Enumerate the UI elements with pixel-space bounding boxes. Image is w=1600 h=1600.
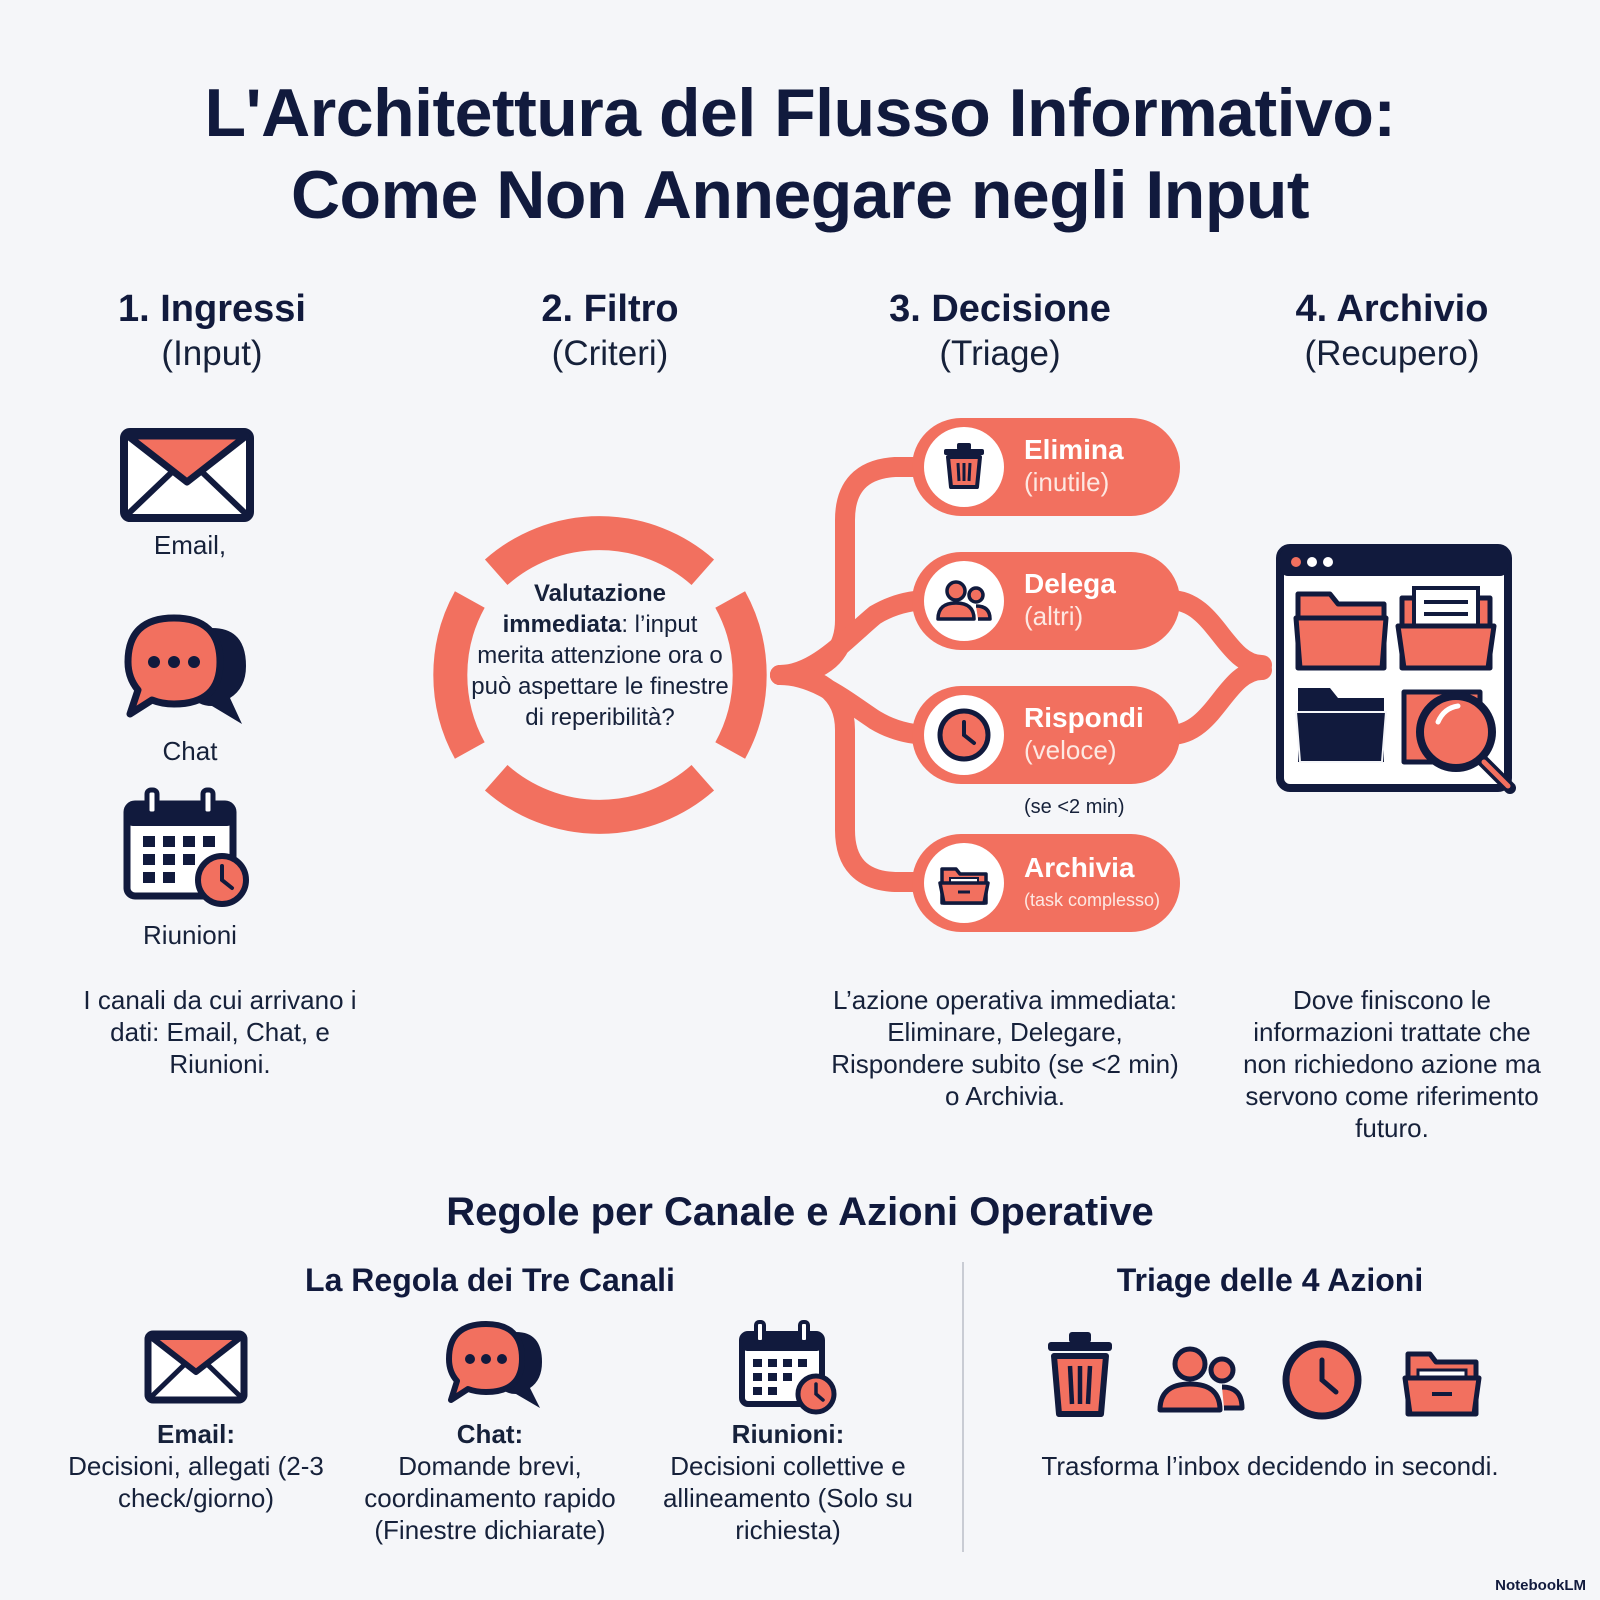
- trash-icon: [1048, 1332, 1112, 1414]
- archive-folder-2: [1398, 588, 1494, 668]
- chat-icon: [128, 618, 246, 724]
- people-icon: [1160, 1349, 1242, 1410]
- title-line-1: L'Architettura del Flusso Informativo:: [204, 75, 1396, 151]
- channel-email-rule: Email: Decisioni, allegati (2-3 check/giorno): [68, 1419, 324, 1513]
- rules-heading: Regole per Canale e Azioni Operative: [446, 1190, 1154, 1234]
- input-label-meetings: Riunioni: [143, 920, 237, 950]
- column-heading-archivio: 4. Archivio (Recupero): [1295, 288, 1489, 373]
- channel-meetings-rule: Riunioni: Decisioni collettive e allineamento (Solo su richiesta): [662, 1419, 914, 1545]
- column-heading-filtro: 2. Filtro (Criteri): [541, 288, 679, 373]
- envelope-icon: [124, 432, 250, 518]
- action-archivia: Archivia (task complesso): [1024, 852, 1161, 910]
- connector-rispondi-archive: [1170, 670, 1262, 735]
- filter-description: [470, 578, 730, 733]
- triage-heading: Triage delle 4 Azioni: [1116, 1262, 1424, 1298]
- envelope-icon: [148, 1334, 244, 1400]
- calendar-icon: [127, 790, 246, 904]
- triage-description: Trasforma l’inbox decidendo in secondi.: [1041, 1451, 1499, 1481]
- title-line-2: Come Non Annegare negli Input: [290, 157, 1310, 233]
- inputs-description: I canali da cui arrivano i dati: Email, Chat, e Riunioni.: [83, 985, 357, 1079]
- action-elimina: Elimina (inutile): [1024, 434, 1124, 497]
- trash-icon: [944, 443, 984, 487]
- folder-icon: [1405, 1354, 1479, 1414]
- archive-window-icon: [1280, 548, 1510, 788]
- filter-bold-text: Valutazione immediata: [502, 580, 667, 638]
- watermark-logo: NotebookLM: [1495, 1577, 1586, 1594]
- folder-icon: [940, 869, 988, 903]
- respond-note: (se <2 min): [1024, 796, 1125, 818]
- calendar-icon: [742, 1322, 834, 1412]
- input-label-chat: Chat: [162, 736, 218, 766]
- clock-icon: [1286, 1344, 1358, 1416]
- column-heading-decisione: 3. Decisione (Triage): [889, 288, 1111, 373]
- archive-folder-1: [1296, 594, 1386, 668]
- archive-description: Dove finiscono le informazioni trattate che non richiedono azione ma servono come riferimento futuro.: [1243, 985, 1541, 1143]
- filter-text: : l’input merita attenzione ora o può aspettare le finestre di reperibilità?: [471, 611, 729, 731]
- input-label-email: Email,: [153, 530, 227, 560]
- clock-icon: [940, 711, 988, 759]
- chat-icon: [449, 1324, 542, 1408]
- archive-folder-3: [1296, 688, 1386, 762]
- decision-description: L’azione operativa immediata: Eliminare, Delegare, Rispondere subito (se <2 min) o Archivia.: [831, 985, 1179, 1111]
- action-rispondi: Rispondi (veloce): [1024, 702, 1144, 765]
- column-heading-ingressi: 1. Ingressi (Input): [118, 288, 306, 373]
- connector-delega-archive: [1170, 600, 1262, 665]
- flow-connectors: [780, 467, 1262, 882]
- action-delega: Delega (altri): [1024, 568, 1116, 631]
- channels-heading: La Regola dei Tre Canali: [305, 1262, 675, 1298]
- channel-chat-rule: Chat: Domande brevi, coordinamento rapido (Finestre dichiarate): [364, 1419, 616, 1545]
